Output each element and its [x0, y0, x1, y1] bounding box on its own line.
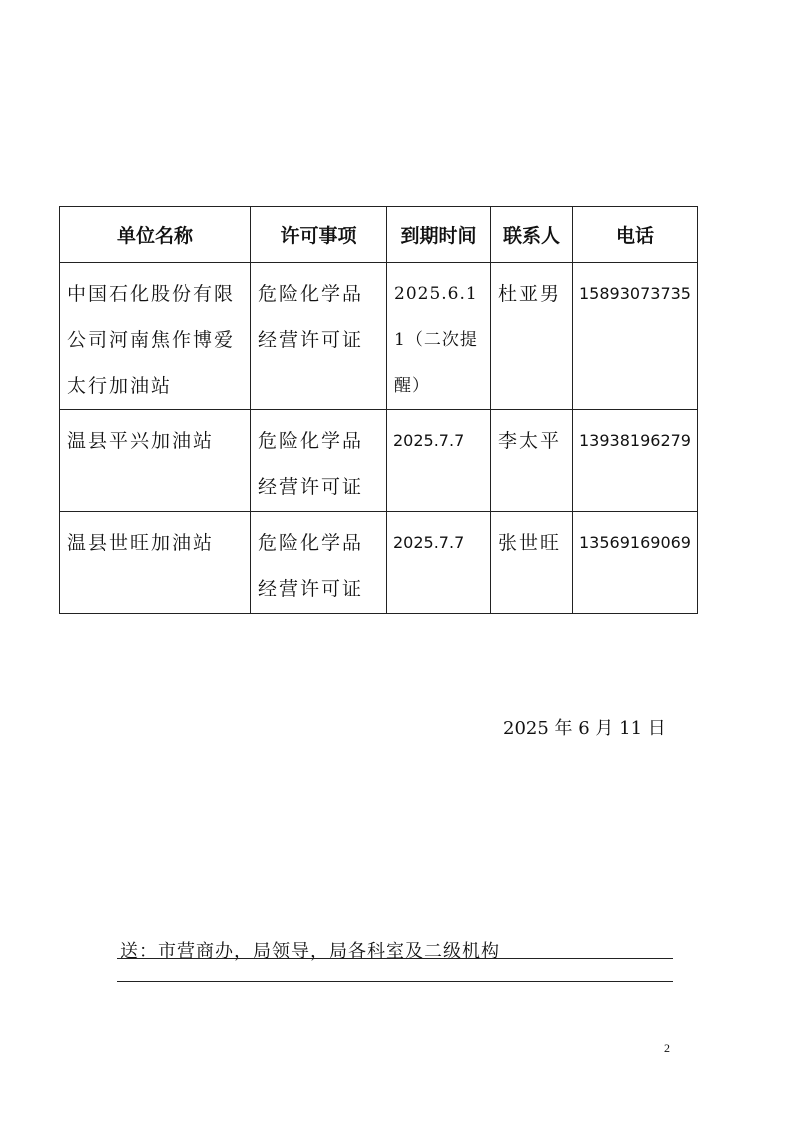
phone-text: 13569169069: [579, 533, 691, 552]
cell-expiry-time: [387, 263, 491, 410]
distribution-block: [117, 938, 673, 982]
cell-expiry-time: [387, 512, 491, 614]
cell-contact-person: [491, 410, 573, 512]
contact-person-text: 杜亚男: [498, 283, 562, 305]
cell-phone: [573, 410, 698, 512]
cell-permit-item: [251, 263, 387, 410]
document-date: 2025 年 6 月 11 日: [503, 718, 666, 739]
cell-permit-item: [251, 410, 387, 512]
cell-unit-name: [60, 410, 251, 512]
header-phone: 电话: [573, 207, 698, 263]
expiry-time-text: 2025.6.11（二次提醒）: [394, 284, 478, 396]
header-expiry-time: 到期时间: [387, 207, 491, 263]
cell-expiry-time: [387, 410, 491, 512]
contact-person-text: 李太平: [498, 430, 562, 452]
table-row: [60, 263, 698, 410]
cell-phone: [573, 263, 698, 410]
expiry-time-text: 2025.7.7: [393, 533, 465, 552]
distribution-list: 送：市营商办，局领导，局各科室及二级机构: [120, 941, 500, 962]
table-row: [60, 410, 698, 512]
cell-contact-person: [491, 512, 573, 614]
header-contact-person: 联系人: [491, 207, 573, 263]
cell-unit-name: [60, 512, 251, 614]
header-unit-name: 单位名称: [60, 207, 251, 263]
table-header-row: [60, 207, 698, 263]
phone-text: 15893073735: [579, 284, 691, 303]
cell-permit-item: [251, 512, 387, 614]
unit-name-text: 温县世旺加油站: [67, 532, 215, 554]
permit-expiry-table: [59, 206, 698, 614]
permit-item-text: 危险化学品经营许可证: [258, 283, 364, 351]
contact-person-text: 张世旺: [498, 532, 562, 554]
distribution-bottom-rule: [117, 981, 673, 982]
cell-phone: [573, 512, 698, 614]
permit-item-text: 危险化学品经营许可证: [258, 532, 364, 600]
distribution-top-rule: [117, 958, 673, 959]
permit-item-text: 危险化学品经营许可证: [258, 430, 364, 498]
unit-name-text: 中国石化股份有限公司河南焦作博爱太行加油站: [67, 283, 236, 397]
cell-contact-person: [491, 263, 573, 410]
unit-name-text: 温县平兴加油站: [67, 430, 215, 452]
cell-unit-name: [60, 263, 251, 410]
header-permit-item: 许可事项: [251, 207, 387, 263]
phone-text: 13938196279: [579, 431, 691, 450]
expiry-time-text: 2025.7.7: [393, 431, 465, 450]
table-row: [60, 512, 698, 614]
page-number: 2: [664, 1041, 670, 1055]
